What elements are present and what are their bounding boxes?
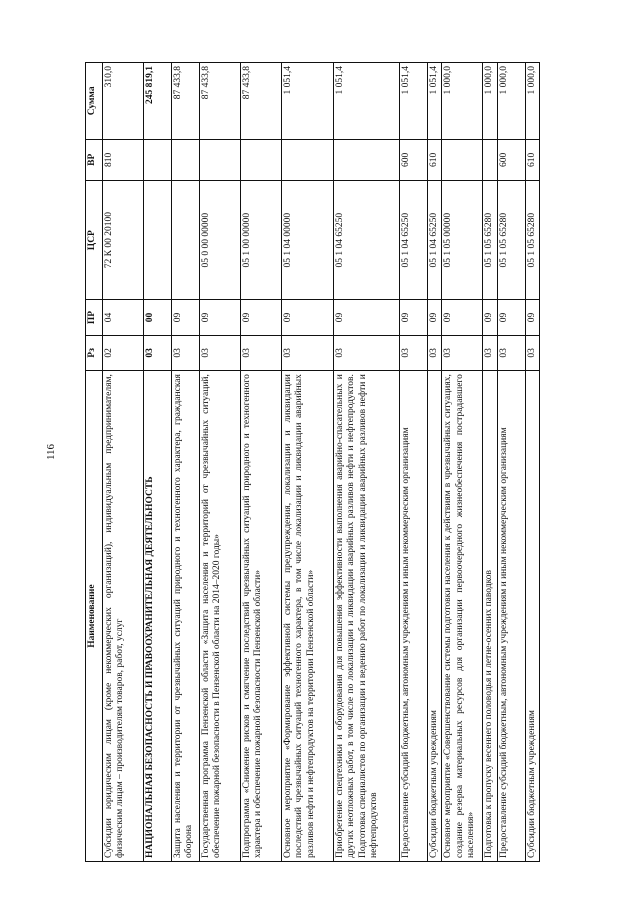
row-pr: 09 [442, 300, 483, 335]
header-rz: Рз [86, 335, 103, 370]
row-vr: 810 [103, 139, 144, 180]
row-vr [172, 139, 200, 180]
row-name: Подпрограмма «Снижение рисков и смягчение последствий чрезвычайных ситуаций природного и техногенного характера и обеспечение пожарной безопасности Пензенской области» [241, 371, 282, 862]
row-name: НАЦИОНАЛЬНАЯ БЕЗОПАСНОСТЬ И ПРАВООХРАНИТЕЛЬНАЯ ДЕЯТЕЛЬНОСТЬ [144, 371, 172, 862]
row-sum: 1 051,4 [282, 63, 334, 140]
table-row [497, 63, 525, 862]
row-pr: 09 [497, 300, 525, 335]
table-header-row [86, 63, 103, 862]
row-sum: 1 051,4 [428, 63, 442, 140]
row-sum: 87 433,8 [200, 63, 241, 140]
row-name: Субсидии юридическим лицам (кроме некоммерческих организаций), индивидуальным предпринимателям, физическим лицам – производителям товаров, работ, услуг [103, 371, 144, 862]
row-rz: 03 [172, 335, 200, 370]
row-sum: 1 051,4 [400, 63, 428, 140]
row-rz: 03 [442, 335, 483, 370]
row-pr: 09 [428, 300, 442, 335]
row-pr: 09 [400, 300, 428, 335]
row-name: Субсидии бюджетным учреждениям [525, 371, 539, 862]
row-name: Предоставление субсидий бюджетным, автономным учреждениям и иным некоммерческим организациям [400, 371, 428, 862]
row-rz: 03 [200, 335, 241, 370]
row-pr: 04 [103, 300, 144, 335]
row-csr: 05 1 04 65250 [400, 180, 428, 299]
row-vr: 610 [525, 139, 539, 180]
header-name: Наименование [86, 371, 103, 862]
row-name: Основное мероприятие «Формирование эффективной системы предупреждения, локализации и ликвидации последствий чрезвычайных ситуаций техногенного характера, в том числе локализации и ликвидации аварийных разливов нефти и нефтепродуктов на территории Пензенской области» [282, 371, 334, 862]
row-rz: 03 [525, 335, 539, 370]
row-name: Субсидии бюджетным учреждениям [428, 371, 442, 862]
row-vr [282, 139, 334, 180]
row-vr [200, 139, 241, 180]
row-sum: 1 000,0 [483, 63, 497, 140]
table-row [525, 63, 539, 862]
row-sum: 1 000,0 [497, 63, 525, 140]
row-name: Подготовка к пропуску весеннего половодья и летне-осенних паводков [483, 371, 497, 862]
table-row [400, 63, 428, 862]
row-csr: 05 1 04 65250 [428, 180, 442, 299]
row-csr: 05 1 05 00000 [442, 180, 483, 299]
row-name: Предоставление субсидий бюджетным, автономным учреждениям и иным некоммерческим организациям [497, 371, 525, 862]
budget-table-rotated [85, 62, 597, 862]
row-name: Государственная программа Пензенской области «Защита населения и территорий от чрезвычайных ситуаций, обеспечение пожарной безопасности в Пензенской области на 2014–2020 годы» [200, 371, 241, 862]
row-csr: 05 1 05 65280 [483, 180, 497, 299]
row-sum: 245 819,1 [144, 63, 172, 140]
header-pr: ПР [86, 300, 103, 335]
table-row [442, 63, 483, 862]
table-row [483, 63, 497, 862]
row-csr [172, 180, 200, 299]
row-csr: 05 1 05 65280 [525, 180, 539, 299]
budget-table [85, 62, 540, 862]
row-pr: 09 [334, 300, 400, 335]
row-name: Приобретение спецтехники и оборудования для повышения эффективности выполнения аварийно-спасательных и других неотложных работ, в том числе по локализации и ликвидации аварийных разливов нефти и нефтепродуктов. Подготовка специалистов по организации и ведению работ по локализации и ликвидации аварийных разливов нефти и нефтепродуктов [334, 371, 400, 862]
row-csr: 05 1 05 65280 [497, 180, 525, 299]
table-row [200, 63, 241, 862]
row-csr [144, 180, 172, 299]
table-body [103, 63, 540, 862]
row-name: Защита населения и территории от чрезвычайных ситуаций природного и техногенного характера, гражданская оборона [172, 371, 200, 862]
row-csr: 72 К 00 20100 [103, 180, 144, 299]
row-sum: 310,0 [103, 63, 144, 140]
row-rz: 02 [103, 335, 144, 370]
row-rz: 03 [400, 335, 428, 370]
table-row [144, 63, 172, 862]
row-csr: 05 0 00 00000 [200, 180, 241, 299]
row-rz: 03 [144, 335, 172, 370]
row-rz: 03 [334, 335, 400, 370]
row-pr: 09 [200, 300, 241, 335]
row-pr: 09 [241, 300, 282, 335]
row-sum: 87 433,8 [172, 63, 200, 140]
row-pr: 09 [483, 300, 497, 335]
table-row [282, 63, 334, 862]
row-csr: 05 1 04 65250 [334, 180, 400, 299]
row-rz: 03 [497, 335, 525, 370]
row-pr: 09 [525, 300, 539, 335]
row-sum: 1 000,0 [442, 63, 483, 140]
row-rz: 03 [428, 335, 442, 370]
header-sum: Сумма [86, 63, 103, 140]
table-row [103, 63, 144, 862]
row-vr [241, 139, 282, 180]
row-csr: 05 1 04 00000 [282, 180, 334, 299]
table-row [428, 63, 442, 862]
row-rz: 03 [483, 335, 497, 370]
page-number: 116 [45, 443, 57, 461]
header-vr: ВР [86, 139, 103, 180]
row-sum: 1 051,4 [334, 63, 400, 140]
row-vr: 610 [428, 139, 442, 180]
table-row [334, 63, 400, 862]
header-csr: ЦСР [86, 180, 103, 299]
row-vr [334, 139, 400, 180]
row-sum: 87 433,8 [241, 63, 282, 140]
row-name: Основное мероприятие «Совершенствование системы подготовки населения к действиям в чрезвычайных ситуациях, создание резерва материальных ресурсов для организации первоочередного жизнеобеспечения пострадавшего населения» [442, 371, 483, 862]
row-vr: 600 [497, 139, 525, 180]
row-vr: 600 [400, 139, 428, 180]
row-pr: 09 [282, 300, 334, 335]
row-pr: 09 [172, 300, 200, 335]
row-rz: 03 [282, 335, 334, 370]
row-sum: 1 000,0 [525, 63, 539, 140]
table-row [172, 63, 200, 862]
row-rz: 03 [241, 335, 282, 370]
row-vr [442, 139, 483, 180]
row-pr: 00 [144, 300, 172, 335]
row-csr: 05 1 00 00000 [241, 180, 282, 299]
row-vr [483, 139, 497, 180]
row-vr [144, 139, 172, 180]
table-row [241, 63, 282, 862]
